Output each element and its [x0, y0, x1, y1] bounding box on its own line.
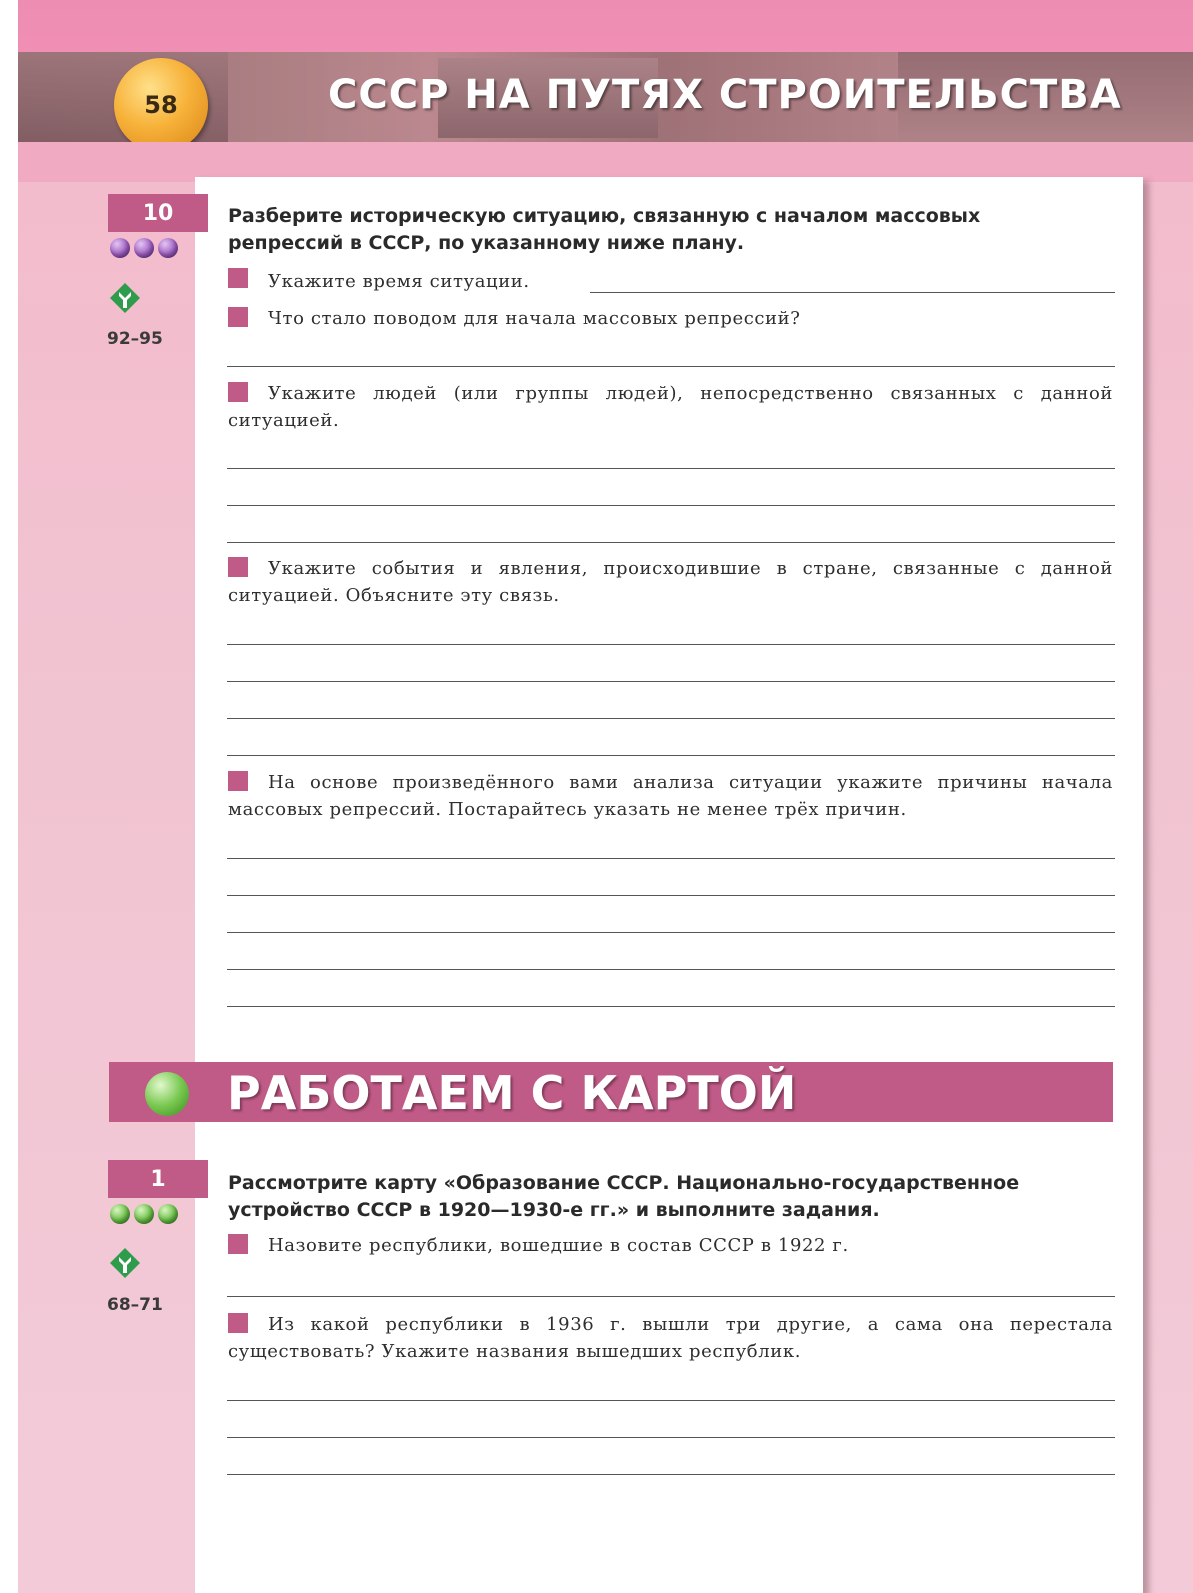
answer-line[interactable]	[227, 1437, 1115, 1438]
task-title: Рассмотрите карту «Образование СССР. Национально-государственное устройство СССР в 1920—1930-е гг.» и выполните задания.	[228, 1172, 1020, 1221]
section-ball-icon	[145, 1072, 189, 1116]
question-label: Что стало поводом для начала массовых репрессий?	[268, 308, 801, 329]
textbook-reference-icon	[110, 1248, 140, 1278]
answer-line[interactable]	[227, 1006, 1115, 1007]
question-text	[228, 769, 1113, 823]
question-label: Укажите людей (или группы людей), непосредственно связанных с данной ситуацией.	[228, 383, 1113, 431]
answer-line[interactable]	[227, 468, 1115, 469]
answer-line[interactable]	[227, 895, 1115, 896]
answer-line[interactable]	[227, 932, 1115, 933]
header-band	[18, 142, 1193, 182]
section-title: РАБОТАЕМ С КАРТОЙ	[227, 1066, 797, 1120]
task-title: Разберите историческую ситуацию, связанную с началом массовых репрессий в СССР, по указанному ниже плану.	[228, 205, 981, 254]
question-text	[228, 268, 558, 295]
answer-line[interactable]	[227, 858, 1115, 859]
question-text	[228, 305, 1113, 332]
answer-line[interactable]	[227, 505, 1115, 506]
question-label: Укажите время ситуации.	[268, 271, 530, 292]
answer-line[interactable]	[227, 1400, 1115, 1401]
difficulty-dot	[158, 238, 178, 258]
answer-line[interactable]	[227, 1474, 1115, 1475]
difficulty-dot	[110, 1204, 130, 1224]
difficulty-dot	[110, 238, 130, 258]
difficulty-dot	[134, 1204, 154, 1224]
question-text	[228, 1232, 1113, 1259]
task-number-tab: 10	[108, 194, 208, 232]
section-header	[109, 1062, 1113, 1122]
answer-line[interactable]	[227, 366, 1115, 367]
answer-line[interactable]	[227, 681, 1115, 682]
question-text	[228, 555, 1113, 609]
difficulty-dots	[110, 238, 178, 258]
page-number-badge: 58	[114, 58, 208, 152]
textbook-pages: 92–95	[107, 329, 163, 349]
top-strip	[0, 0, 1193, 52]
answer-line[interactable]	[227, 542, 1115, 543]
answer-line[interactable]	[227, 1296, 1115, 1297]
answer-line[interactable]	[590, 292, 1115, 293]
answer-line[interactable]	[227, 755, 1115, 756]
answer-line[interactable]	[227, 718, 1115, 719]
question-label: Назовите республики, вошедшие в состав СССР в 1922 г.	[268, 1235, 849, 1256]
question-label: Укажите события и явления, происходившие в стране, связанные с данной ситуацией. Объясните эту связь.	[228, 558, 1113, 606]
difficulty-dot	[158, 1204, 178, 1224]
difficulty-dots	[110, 1204, 178, 1224]
question-text	[228, 1311, 1113, 1365]
question-label: Из какой республики в 1936 г. вышли три другие, а сама она перестала существовать? Укажите названия вышедших республик.	[228, 1314, 1113, 1362]
difficulty-dot	[134, 238, 154, 258]
left-margin	[0, 0, 18, 1593]
textbook-pages: 68–71	[107, 1295, 163, 1315]
question-text	[228, 380, 1113, 434]
answer-line[interactable]	[227, 969, 1115, 970]
chapter-title: СССР НА ПУТЯХ СТРОИТЕЛЬСТВА	[328, 72, 1122, 118]
textbook-reference-icon	[110, 283, 140, 313]
answer-line[interactable]	[227, 644, 1115, 645]
task-number-tab: 1	[108, 1160, 208, 1198]
question-label: На основе произведённого вами анализа ситуации укажите причины начала массовых репрессий. Постарайтесь указать не менее трёх причин.	[228, 772, 1113, 820]
